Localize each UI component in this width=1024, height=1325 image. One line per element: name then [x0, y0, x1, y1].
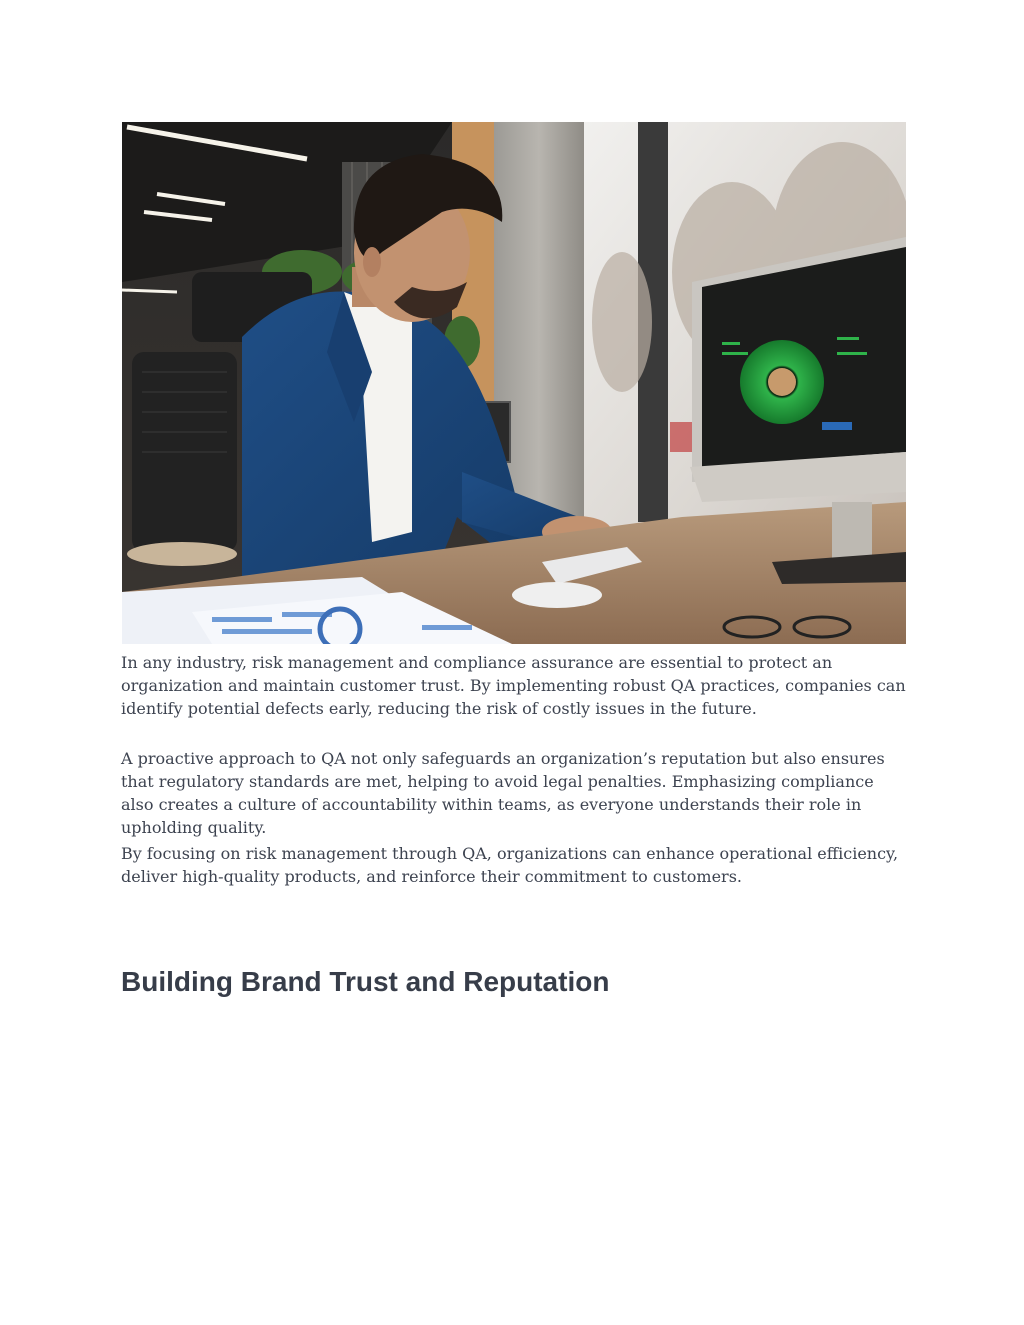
section-heading: Building Brand Trust and Reputation [121, 966, 610, 997]
paragraph-operational-efficiency: By focusing on risk management through QA, organizations can enhance operational efficiency, deliver high-quality products, and reinforce their commitment to customers. [121, 844, 899, 886]
paragraph-proactive-approach: A proactive approach to QA not only safeguards an organization’s reputation but also ensures that regulatory standards are met, helping to avoid legal penalties. Emphasizing compliance also creates a culture of accountability within teams, as everyone understands their role in upholding quality. [121, 749, 885, 837]
paragraph-risk-management: In any industry, risk management and compliance assurance are essential to protect an organization and maintain customer trust. By implementing robust QA practices, companies can identify potential defects early, reducing the risk of costly issues in the future. [121, 653, 906, 718]
office-photo [122, 122, 906, 644]
